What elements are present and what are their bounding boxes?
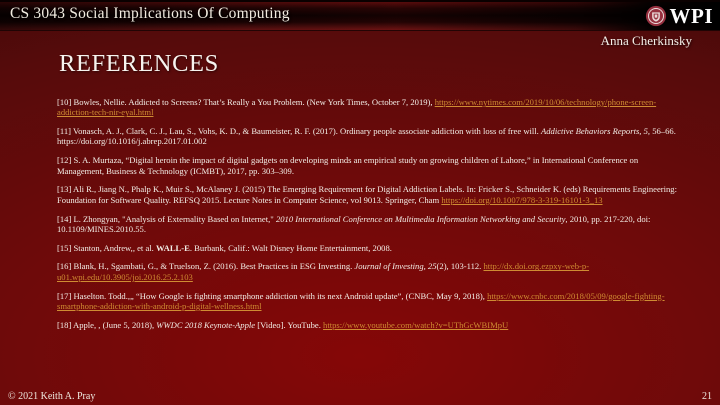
reference-link[interactable]: http://dx.doi.org.ezpxy-web-p-u01.wpi.edu/10.3905/joi.2016.25.2.103 <box>57 261 590 282</box>
reference-text: [16] Blank, H., Sgambati, G., & Truelson, Z. (2016). Best Practices in ESG Investing. <box>57 261 355 272</box>
page-number: 21 <box>702 391 712 402</box>
reference-item <box>57 155 677 176</box>
author-name: Anna Cherkinsky <box>600 33 692 48</box>
reference-text: [14] L. Zhongyan, "Analysis of Externality Based on Internet," <box>57 213 276 224</box>
reference-item <box>57 214 677 235</box>
reference-text: 2010 International Conference on Multimedia Information Networking and Security <box>275 213 566 224</box>
reference-link[interactable]: https://www.youtube.com/watch?v=UThGcWBIMpU <box>323 319 509 330</box>
reference-text: (2), 103-112. <box>436 261 484 272</box>
reference-item <box>57 320 677 330</box>
reference-item <box>57 184 677 205</box>
reference-text: Addictive Behaviors Reports, 5 <box>540 126 648 137</box>
reference-text: [13] Ali R., Jiang N., Phalp K., Muir S., McAlaney J. (2015) The Emerging Requirement for Digital Addiction Labels. In: Fricker S., Schneider K. (eds) Requirements Engineering: Foundation for Software Quality. REFSQ 2015. Lecture Notes in Computer Science, vol 9013. Springer, Cham <box>57 184 677 205</box>
wpi-logo <box>645 4 714 28</box>
reference-item <box>57 243 677 253</box>
reference-item <box>57 97 677 118</box>
reference-item <box>57 291 677 312</box>
reference-item <box>57 261 677 282</box>
reference-text: . Burbank, Calif.: Walt Disney Home Entertainment, 2008. <box>189 242 392 253</box>
reference-text: [17] Haselton. Todd.,„ “How Google is fighting smartphone addiction with its next Android update”, (CNBC, May 9, 2018), <box>57 290 488 301</box>
reference-text: , 2010, pp. 217-220, doi: 10.1109/MINES.2010.55. <box>57 213 651 234</box>
reference-text: WALL-E <box>155 242 190 253</box>
reference-item <box>57 126 677 147</box>
wpi-logo-text: WPI <box>669 3 713 28</box>
references-list <box>57 97 677 339</box>
reference-text: Journal of Investing, 25 <box>354 261 437 272</box>
reference-text: [12] S. A. Murtaza, “Digital heroin the impact of digital gadgets on developing minds an empirical study on growing children of Lahore,” in International Conference on Management, Business & Technology (ICMBT), 2017, pp. 303–309. <box>57 155 639 176</box>
reference-link[interactable]: https://www.nytimes.com/2019/10/06/technology/phone-screen-addiction-tech-nir-eyal.html <box>57 97 657 118</box>
header-bar <box>0 0 720 30</box>
reference-text: [10] Bowles, Nellie. Addicted to Screens? That’s Really a You Problem. (New York Times, October 7, 2019), <box>57 97 435 107</box>
reference-text: [11] Vonasch, A. J., Clark, C. J., Lau, S., Vohs, K. D., & Baumeister, R. F. (2017). Ordinary people associate addiction with loss of free will. <box>57 126 541 137</box>
reference-text: [18] Apple, , (June 5, 2018), <box>57 319 157 330</box>
reference-link[interactable]: https://doi.org/10.1007/978-3-319-16101-3_13 <box>441 194 603 205</box>
reference-text: , 56–66. https://doi.org/10.1016/j.abrep.2017.01.002 <box>57 126 676 147</box>
reference-text: WWDC 2018 Keynote-Apple <box>156 319 256 330</box>
reference-link[interactable]: https://www.cnbc.com/2018/05/09/google-fighting-smartphone-addiction-with-android-p-digital-wellness.html <box>57 290 665 311</box>
reference-text: [Video]. YouTube. <box>255 319 324 330</box>
reference-text: [15] Stanton, Andrew,, et al. <box>57 242 156 253</box>
course-title: CS 3043 Social Implications Of Computing <box>10 5 290 22</box>
page-title: REFERENCES <box>59 50 219 77</box>
wpi-seal-icon <box>645 5 667 27</box>
footer-copyright: © 2021 Keith A. Pray <box>8 391 96 402</box>
